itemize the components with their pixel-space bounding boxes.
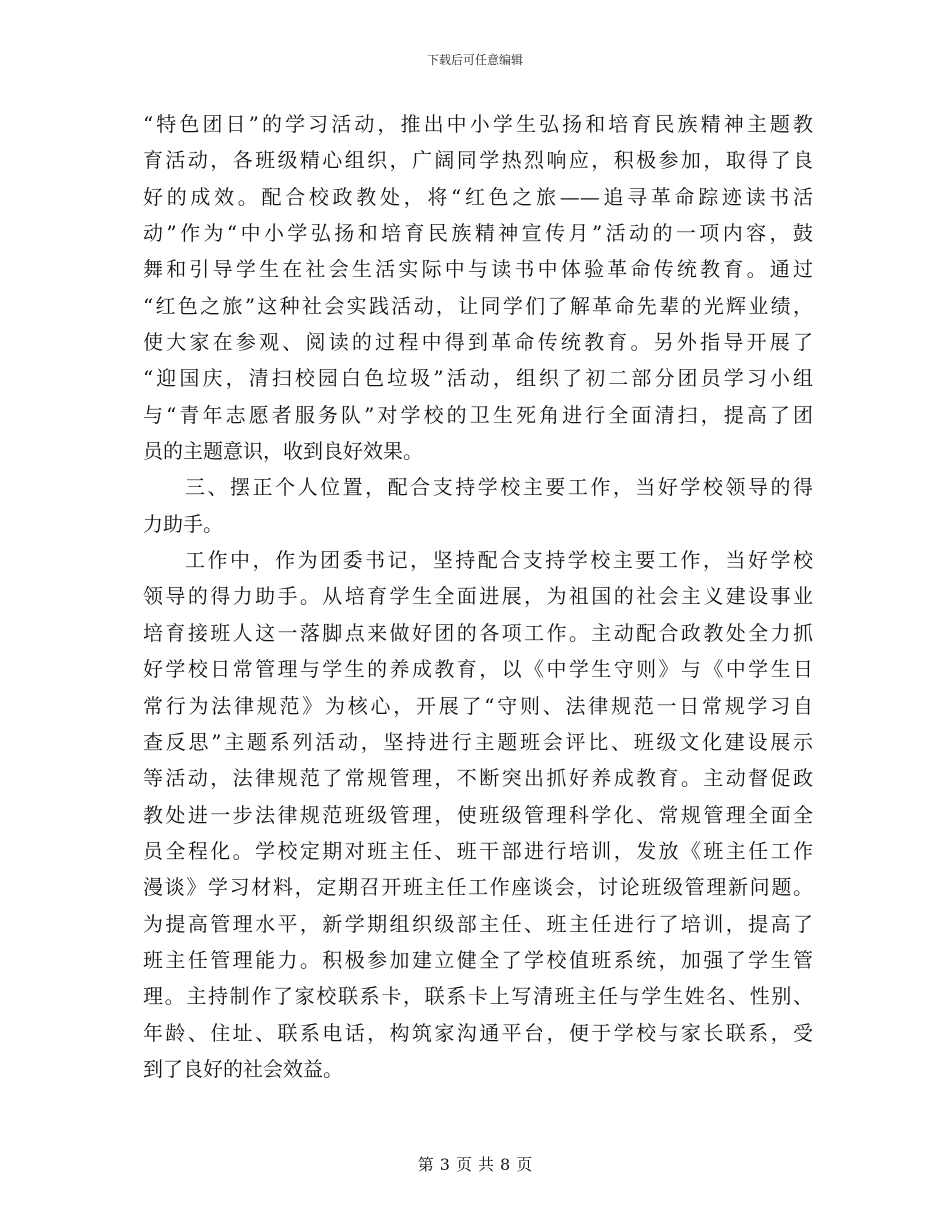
page-number-total: 8 — [500, 1155, 511, 1174]
text-line: 好学校日常管理与学生的养成教育，以《中学生守则》与《中学生日 — [143, 657, 813, 682]
text-line: 到了良好的社会效益。 — [143, 1056, 343, 1081]
page-number-current: 3 — [439, 1155, 450, 1174]
text-line: 理。主持制作了家校联系卡，联系卡上写清班主任与学生姓名、性别、 — [143, 984, 813, 1009]
text-line: 教处进一步法律规范班级管理，使班级管理科学化、常规管理全面全 — [143, 802, 813, 827]
page-number-total-prefix: 共 — [478, 1155, 495, 1174]
text-line: 使大家在参观、阅读的过程中得到革命传统教育。另外指导开展了 — [143, 330, 813, 355]
document-body — [143, 106, 813, 1087]
section-heading-line: 三、摆正个人位置，配合支持学校主要工作，当好学校领导的得 — [185, 475, 813, 500]
text-line: 与“青年志愿者服务队”对学校的卫生死角进行全面清扫，提高了团 — [143, 402, 813, 427]
text-line: 常行为法律规范》为核心，开展了“守则、法律规范一日常规学习自 — [143, 693, 813, 718]
text-line: 员全程化。学校定期对班主任、班干部进行培训，发放《班主任工作 — [143, 838, 813, 863]
text-line: 舞和引导学生在社会生活实际中与读书中体验革命传统教育。通过 — [143, 257, 813, 282]
section-heading-line: 力助手。 — [143, 511, 223, 536]
text-line: 好的成效。配合校政教处，将“红色之旅——追寻革命踪迹读书活 — [143, 184, 813, 209]
text-line: 领导的得力助手。从培育学生全面进展，为祖国的社会主义建设事业 — [143, 584, 813, 609]
text-line: 查反思”主题系列活动，坚持进行主题班会评比、班级文化建设展示 — [143, 729, 813, 754]
text-line: 班主任管理能力。积极参加建立健全了学校值班系统，加强了学生管 — [143, 947, 813, 972]
page-number-prefix: 第 — [417, 1155, 434, 1174]
text-line: 培育接班人这一落脚点来做好团的各项工作。主动配合政教处全力抓 — [143, 620, 813, 645]
text-line: 育活动，各班级精心组织，广阔同学热烈响应，积极参加，取得了良 — [143, 148, 813, 173]
page-number-unit: 页 — [455, 1155, 472, 1174]
text-line: “红色之旅”这种社会实践活动，让同学们了解革命先辈的光辉业绩， — [143, 293, 813, 318]
text-line: 漫谈》学习材料，定期召开班主任工作座谈会，讨论班级管理新问题。 — [143, 875, 813, 900]
page-number — [0, 1154, 950, 1176]
text-line: “迎国庆，清扫校园白色垃圾”活动，组织了初二部分团员学习小组 — [143, 366, 813, 391]
text-line: 动”作为“中小学弘扬和培育民族精神宣传月”活动的一项内容，鼓 — [143, 221, 813, 246]
text-line: 为提高管理水平，新学期组织级部主任、班主任进行了培训，提高了 — [143, 911, 813, 936]
text-line: 年龄、住址、联系电话，构筑家沟通平台，便于学校与家长联系，受 — [143, 1020, 813, 1045]
text-line: 员的主题意识，收到良好效果。 — [143, 439, 423, 464]
text-line: 工作中，作为团委书记，坚持配合支持学校主要工作，当好学校 — [185, 548, 813, 573]
page-number-suffix: 页 — [516, 1155, 533, 1174]
text-line: 等活动，法律规范了常规管理，不断突出抓好养成教育。主动督促政 — [143, 766, 813, 791]
page-header-note: 下载后可任意编辑 — [426, 53, 523, 67]
text-line: “特色团日”的学习活动，推出中小学生弘扬和培育民族精神主题教 — [143, 112, 813, 136]
